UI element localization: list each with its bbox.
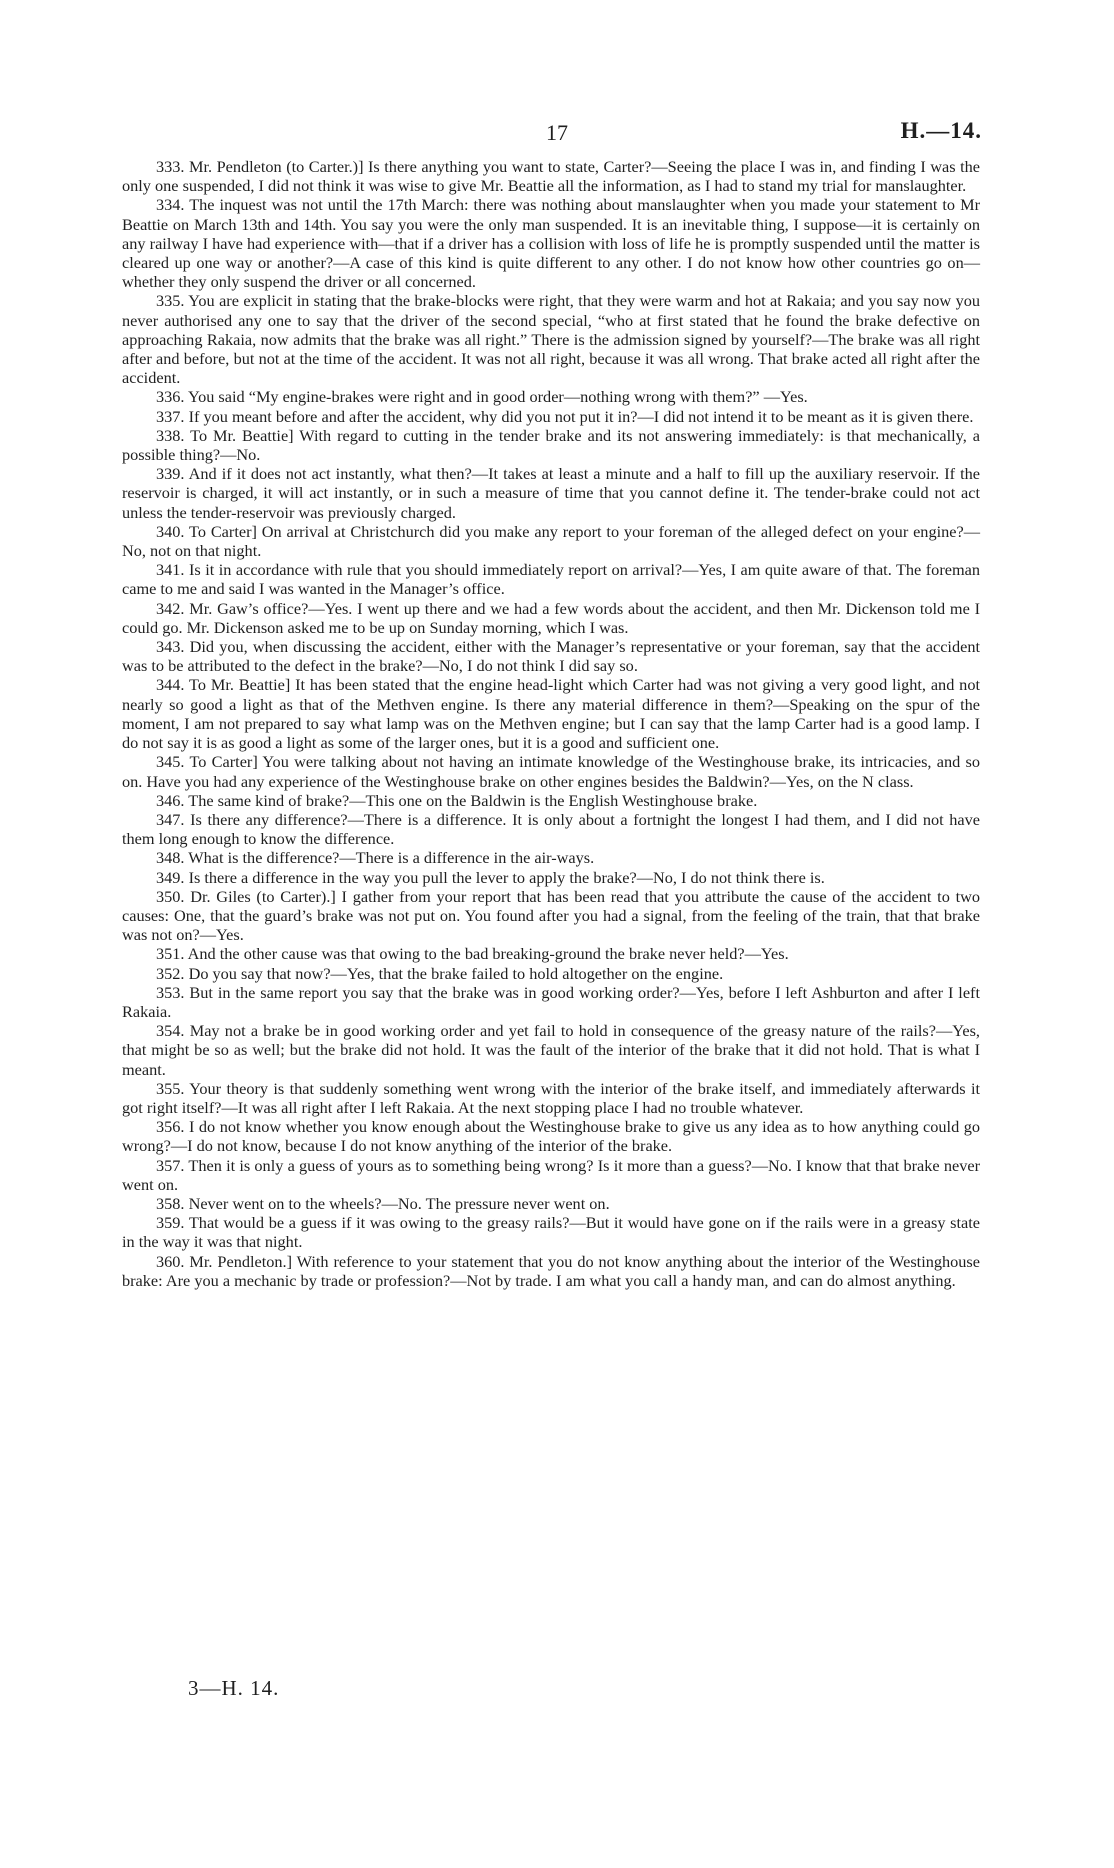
paragraph-356: 356. I do not know whether you know enough about the Westinghouse brake to give us any idea as to how anything could go wrong?—I do not know, because I do not know anything of the interior of the brake. — [122, 1117, 980, 1156]
paragraph-348: 348. What is the difference?—There is a difference in the air-ways. — [156, 848, 595, 868]
paragraph-333: 333. Mr. Pendleton (to Carter.)] Is there anything you want to state, Carter?—Seeing the place I was in, and finding I was the only one suspended, I did not think it was wise to give Mr. Beattie all the information, as I had to stand my trial for manslaughter. — [122, 157, 980, 196]
paragraph-354: 354. May not a brake be in good working order and yet fail to hold in consequence of the greasy nature of the rails?—Yes, that might be so as well; but the brake did not hold. It was the fault of the interior of the brake that it did not hold. That is what I meant. — [122, 1021, 980, 1079]
page-number: 17 — [546, 120, 568, 145]
paragraph-353: 353. But in the same report you say that the brake was in good working order?—Yes, before I left Ashburton and after I left Rakaia. — [122, 982, 980, 1021]
printer-signature: 3—H. 14. — [188, 1676, 280, 1700]
paragraph-338: 338. To Mr. Beattie] With regard to cutting in the tender brake and its not answering immediately: is that mechanically, a possible thing?—No. — [122, 425, 980, 465]
paragraph-336: 336. You said “My engine-brakes were right and in good order—nothing wrong with them?” —Yes. — [156, 387, 808, 407]
paragraph-360: 360. Mr. Pendleton.] With reference to your statement that you do not know anything about the interior of the Westinghouse brake: Are you a mechanic by trade or profession?—Not by trade. I am what you call a handy man, and can do almost anything. — [122, 1251, 980, 1290]
paragraph-347: 347. Is there any difference?—There is a difference. It is only about a fortnight the longest I had them, and I did not have them long enough to know the difference. — [122, 809, 980, 849]
evidence-body — [122, 157, 980, 1290]
paragraph-349: 349. Is there a difference in the way you pull the lever to apply the brake?—No, I do not think there is. — [156, 867, 825, 887]
paragraph-359: 359. That would be a guess if it was owing to the greasy rails?—But it would have gone on if the rails were in a greasy state in the way it was that night. — [122, 1213, 980, 1252]
paragraph-340: 340. To Carter] On arrival at Christchurch did you make any report to your foreman of the alleged defect on your engine?—No, not on that night. — [122, 521, 980, 561]
paragraph-342: 342. Mr. Gaw’s office?—Yes. I went up there and we had a few words about the accident, and then Mr. Dickenson told me I could go. Mr. Dickenson asked me to be up on Sunday morning, which I was. — [122, 598, 980, 637]
paragraph-352: 352. Do you say that now?—Yes, that the brake failed to hold altogether on the engine. — [156, 963, 724, 983]
paragraph-335: 335. You are explicit in stating that the brake-blocks were right, that they were warm and hot at Rakaia; and you say now you never authorised any one to say that the driver of the second special, “who at first stated that he found the brake defective on approaching Rakaia, now admits that the brake was all right.” There is the admission signed by yourself?—The brake was all right after and before, but not at the time of the accident. It was not all right, because it was all wrong. That brake acted all right after the accident. — [122, 291, 980, 388]
paragraph-346: 346. The same kind of brake?—This one on the Baldwin is the English Westinghouse brake. — [156, 790, 758, 810]
paragraph-334: 334. The inquest was not until the 17th March: there was nothing about manslaughter when you made your statement to Mr Beattie on March 13th and 14th. You say you were the only man suspended. It is an inevitable thing, I suppose—it is certainly on any railway I have had experience with—that if a driver has a collision with loss of life he is promptly suspended until the matter is cleared up one way or another?—A case of this kind is quite different to any other. I do not know how other countries go on—whether they only suspend the driver or all concerned. — [122, 195, 980, 292]
paragraph-355: 355. Your theory is that suddenly something went wrong with the interior of the brake itself, and immediately afterwards it got right itself?—It was all right after I left Rakaia. At the next stopping place I had no trouble whatever. — [122, 1078, 980, 1117]
document-reference: H.—14. — [900, 118, 982, 143]
paragraph-357: 357. Then it is only a guess of yours as to something being wrong? Is it more than a guess?—No. I know that that brake never went on. — [122, 1155, 980, 1194]
paragraph-351: 351. And the other cause was that owing to the bad breaking-ground the brake never held?—Yes. — [156, 944, 789, 964]
paragraph-358: 358. Never went on to the wheels?—No. The pressure never went on. — [156, 1193, 610, 1213]
paragraph-350: 350. Dr. Giles (to Carter).] I gather from your report that has been read that you attribute the cause of the accident to two causes: One, that the guard’s brake was not put on. You found after you had a signal, from the feeling of the train, that that brake was not on?—Yes. — [122, 886, 980, 945]
paragraph-345: 345. To Carter] You were talking about not having an intimate knowledge of the Westinghouse brake, its intricacies, and so on. Have you had any experience of the Westinghouse brake on other engines besides the Baldwin?—Yes, on the N class. — [122, 752, 980, 791]
paragraph-343: 343. Did you, when discussing the accident, either with the Manager’s representative or your foreman, say that the accident was to be attributed to the defect in the brake?—No, I do not think I did say so. — [122, 637, 980, 676]
paragraph-337: 337. If you meant before and after the accident, why did you not put it in?—I did not intend it to be meant as it is given there. — [156, 406, 974, 426]
paragraph-339: 339. And if it does not act instantly, what then?—It takes at least a minute and a half to fill up the auxiliary reservoir. If the reservoir is charged, it will act instantly, or in such a measure of time that you cannot define it. The tender-brake could not act unless the tender-reservoir was previously charged. — [122, 464, 980, 522]
paragraph-341: 341. Is it in accordance with rule that you should immediately report on arrival?—Yes, I am quite aware of that. The foreman came to me and said I was wanted in the Manager’s office. — [122, 560, 980, 599]
paragraph-344: 344. To Mr. Beattie] It has been stated that the engine head-light which Carter had was not giving a very good light, and not nearly so good a light as that of the Methven engine. Is there any material difference in them?—Speaking on the spur of the moment, I am not prepared to say what lamp was on the Methven engine; but I can say that the lamp Carter had is a good lamp. I do not say it is as good a light as some of the larger ones, but it is a good and sufficient one. — [122, 675, 980, 753]
